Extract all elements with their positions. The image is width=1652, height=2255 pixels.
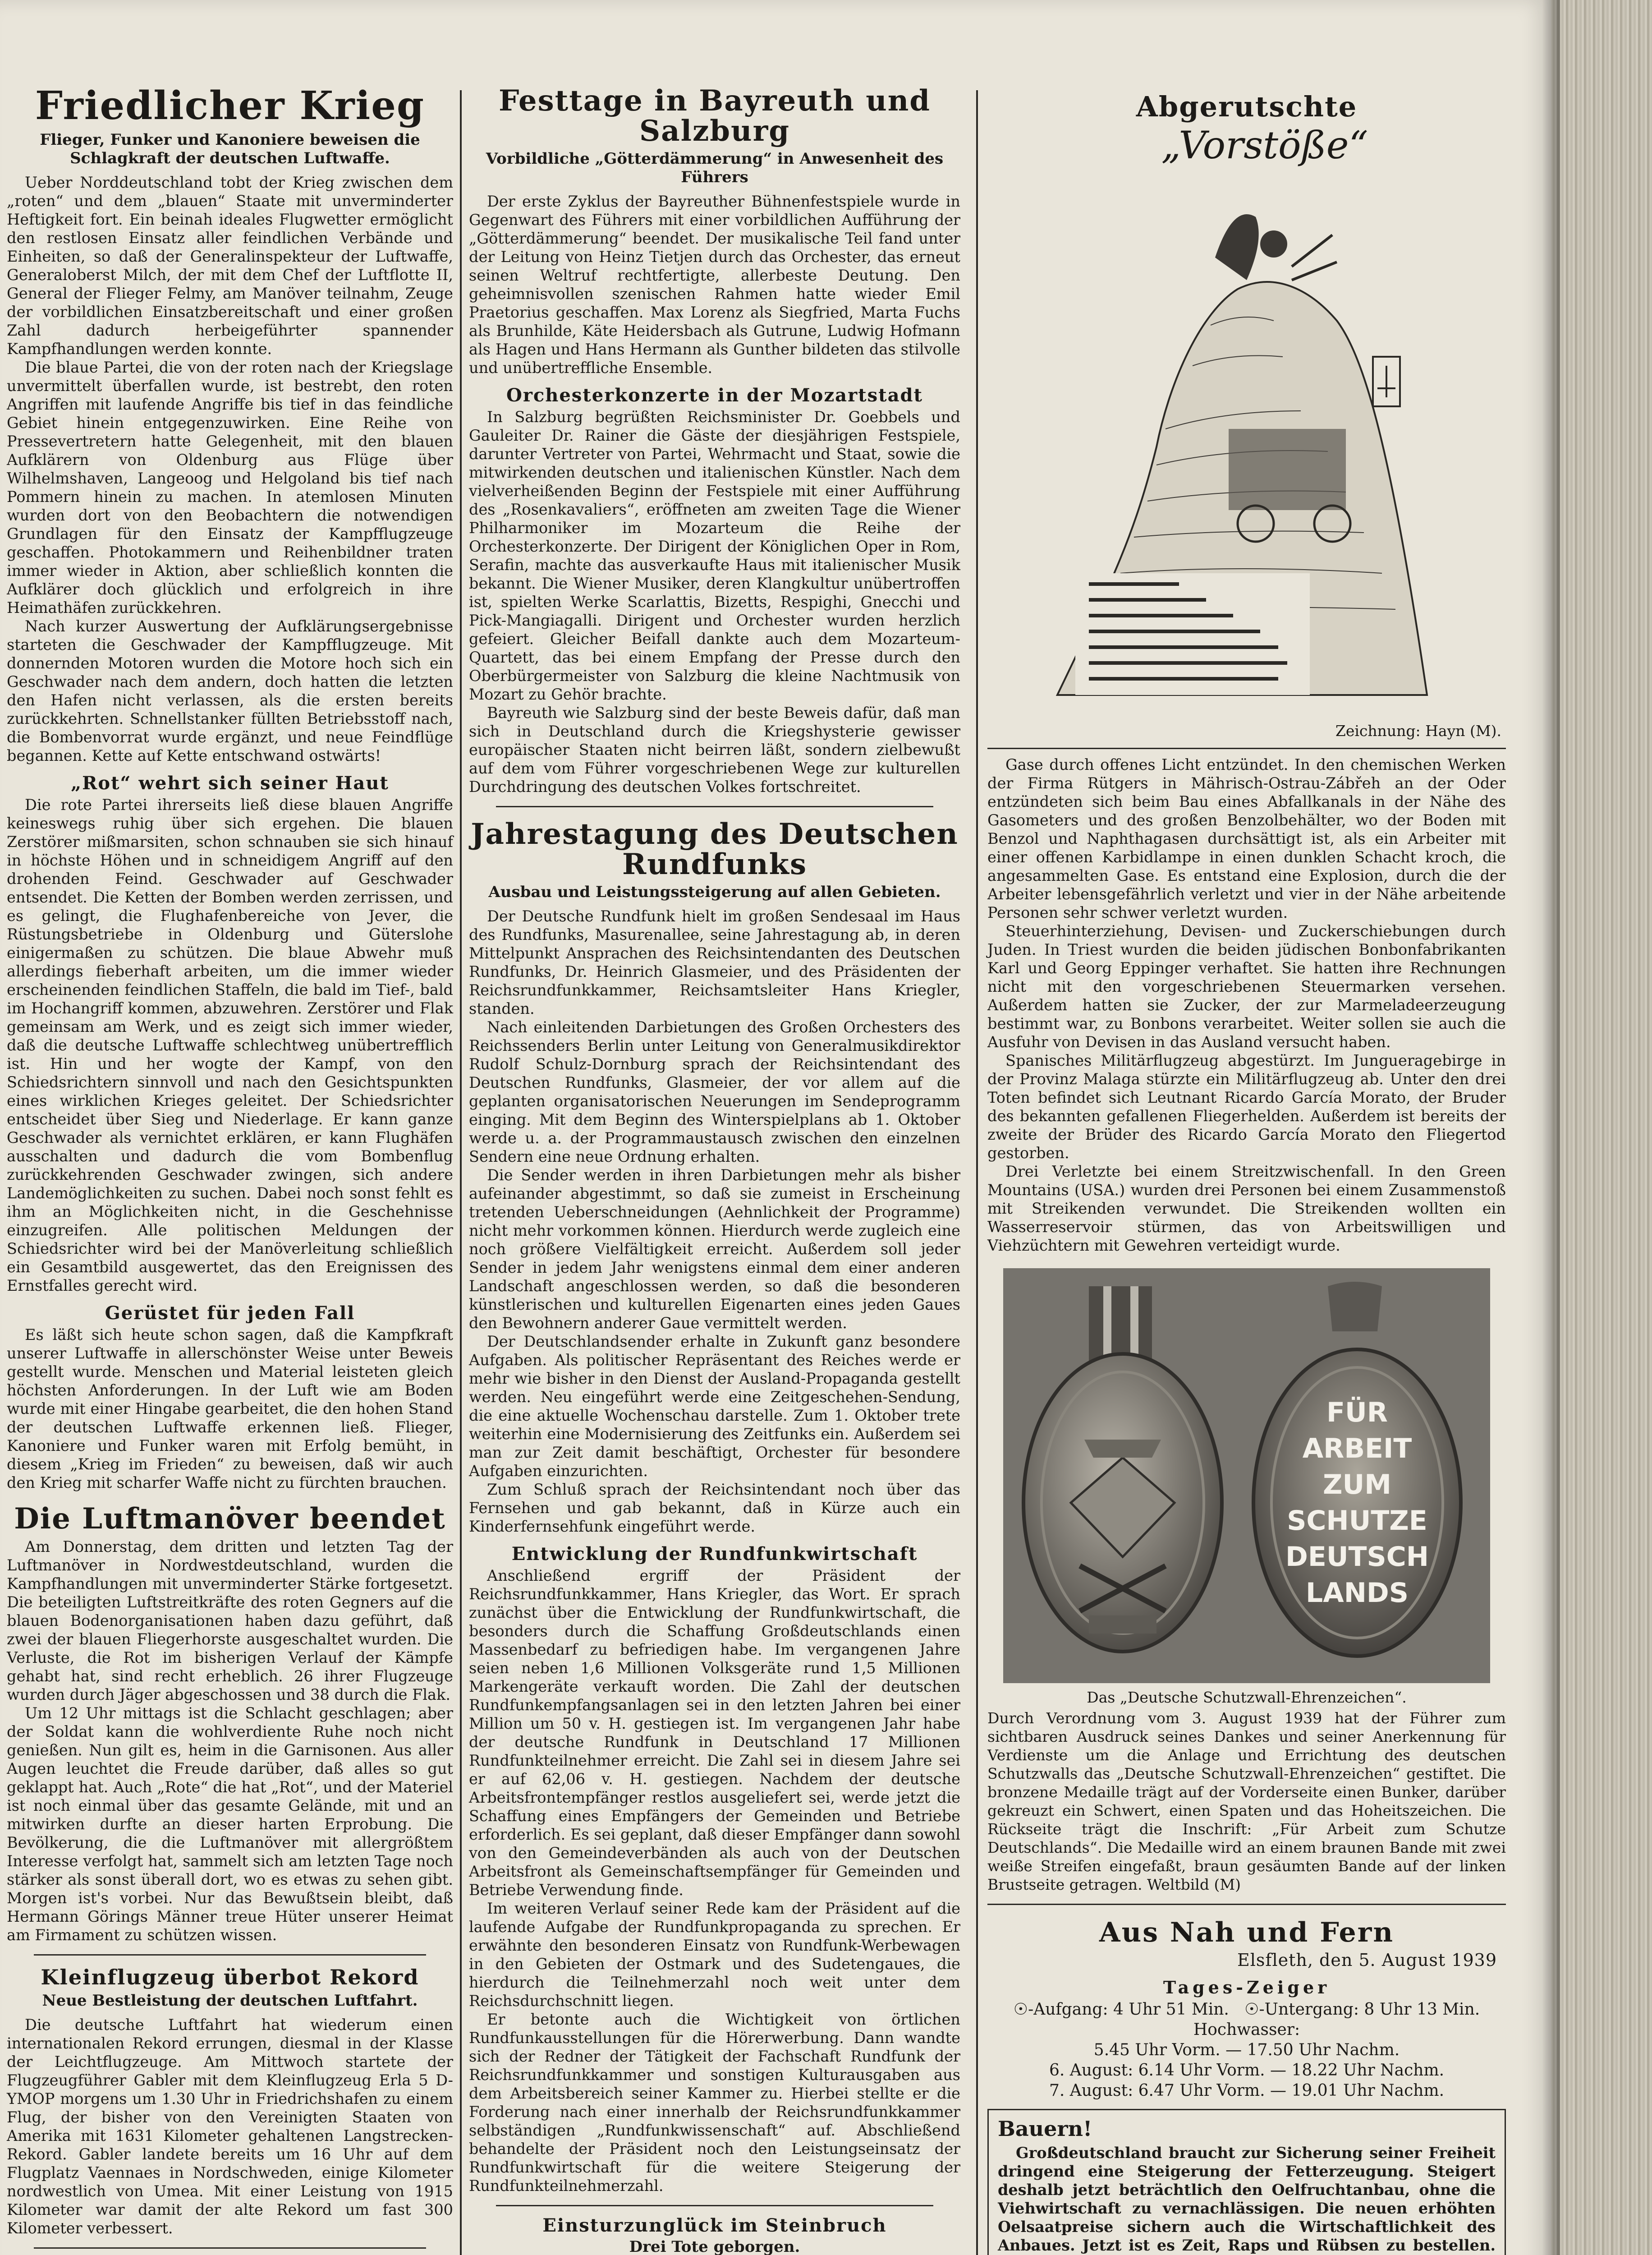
page-edge-shadow <box>1542 0 1560 2255</box>
dateline: Elsfleth, den 5. August 1939 <box>1237 1950 1497 1970</box>
article-paragraph: In Salzburg begrüßten Reichsminister Dr. Goebbels und Gauleiter Dr. Rainer die Gäste der diesjährigen Festspiele, darunter Vertreter von Partei, Wehrmacht und Staat, sowie die mitwirkenden deutschen und italienischen Künstler. Nach dem vielverheißenden Beginn der Festspiele mit einer Aufführung des „Rosenkavaliers“, eröffneten am zweiten Tage die Wiener Philharmoniker im Mozarteum die Reihe der Orchesterkonzerte. Der Dirigent der Königlichen Oper in Rom, Serafin, machte das ausverkaufte Haus mit italienischer Musik bekannt. Die Wiener Musiker, deren Klangkultur unübertroffen ist, spielten Werke Scarlattis, Bizetts, Respighi, Gnecchi und Pick-Mangiagalli. Dirigent und Orchester wurden herzlich gefeiert. Gleicher Beifall dankte auch dem Mozarteum-Quartett, das bei einem Empfang der Presse durch den Oberbürgermeister von Salzburg die kleine Nachtmusik von Mozart zu Gehör brachte. <box>469 408 960 703</box>
high-water-line: 6. August: 6.14 Uhr Vorm. — 18.22 Uhr Nachm. <box>1049 2061 1445 2080</box>
headline: Einsturzunglück im Steinbruch <box>542 2215 887 2237</box>
headline: Jahrestagung des Deutschen Rundfunks <box>471 817 959 882</box>
column-2 <box>469 86 960 2255</box>
news-paragraph: Drei Verletzte bei einem Streitzwischenfall. In den Green Mountains (USA.) wurden drei Personen bei einem Zusammenstoß mit Streikenden verwundet. Die Streikenden wollten ein Wasserreservoir stürmen, das von Arbeitswilligen und Viehzüchtern mit Gewehren verteidigt wurde. <box>987 1163 1506 1254</box>
deck: Neue Bestleistung der deutschen Luftfahrt. <box>42 1992 418 2010</box>
notice-box <box>987 2109 1506 2255</box>
divider <box>987 748 1506 749</box>
article-paragraph: Nach einleitenden Darbietungen des Großen Orchesters des Reichssenders Berlin unter Leitung von Generalmusikdirektor Rudolf Schulz-Dornburg sprach der Reichsintendant des Deutschen Rundfunks, Glasmeier, der vor allem auf die geplanten organisatorischen Neuerungen im Sendeprogramm einging. Mit dem Beginn des Winterspielplans ab 1. Oktober werde u. a. der Programmaustausch zwischen den einzelnen Sendern eine neue Ordnung erhalten. <box>469 1018 960 1166</box>
article-paragraph: Bayreuth wie Salzburg sind der beste Beweis dafür, daß man sich in Deutschland durch die Kriegshysterie gewisser europäischer Staaten nicht beirren läßt, sondern zielbewußt auf dem vom Führer vorgeschriebenen Wege zur kulturellen Durchdringung des deutschen Volkes fortschreitet. <box>469 704 960 796</box>
cartoon-script-title: „Vorstöße“ <box>1161 123 1368 167</box>
news-paragraph: Gase durch offenes Licht entzündet. In den chemischen Werken der Firma Rütgers in Mährisch-Ostrau-Zábřeh an der Oder entzündeten sich beim Bau eines Abfallkanals in der Nähe des Gasometers und des großen Benzolbehälter, wo der Boden mit Benzol und Naphthagasen durchsättigt ist, als ein Arbeiter mit einer offenen Karbidlampe in einen dunklen Schacht kroch, die angesammelten Gase. Es entstand eine Explosion, durch die der Arbeiter lebensgefährlich verletzt und vier in der Nähe arbeitende Personen sehr schwer verletzt wurden. <box>987 756 1506 921</box>
photo-caption: Durch Verordnung vom 3. August 1939 hat der Führer zum sichtbaren Ausdruck seines Dankes und seiner Anerkennung für Verdienste um die Anlage und Errichtung des deutschen Schutzwalls das „Deutsche Schutzwall-Ehrenzeichen“ gestiftet. Die bronzene Medaille trägt auf der Vorderseite einen Bunker, darüber gekreuzt ein Schwert, einen Spaten und das Hoheitszeichen. Die Rückseite trägt die Inschrift: „Für Arbeit zum Schutze Deutschlands“. Die Medaille wird an einem braunen Bande mit zwei weiße Streifen eingefaßt, braun gesäumten Bande auf der linken Brustseite getragen. Weltbild (M) <box>987 1709 1506 1893</box>
subheading: „Rot“ wehrt sich seiner Haut <box>71 772 389 794</box>
article-paragraph: Die blaue Partei, die von der roten nach der Kriegslage unvermittelt überfallen wurde, ist bestrebt, den roten Angriffen mit laufende Angriffe bis tief in das feindliche Gebiet hinein entgegenzuwirken. Eine Reihe von Pressevertretern hatte Gelegenheit, mit den blauen Aufklärern von Oldenburg aus Flüge über Wilhelmshaven, Langeoog und Helgoland bis tief nach Pommern hinein zu machen. In atemlosen Minuten wurden dort von den Beobachtern die notwendigen Grundlagen für den Einsatz der Kampfflugzeuge geschaffen. Photokammern und Reihenbildner traten immer wieder in Aktion, aber schließlich konnten die Aufklärer doch glücklich und erfolgreich in ihre Heimathäfen zurückkehren. <box>7 358 453 617</box>
article-paragraph: Er betonte auch die Wichtigkeit von örtlichen Rundfunkausstellungen für die Hörerwerbung. Dann wandte sich der Redner der Tätigkeit der Fachschaft Rundfunk der Reichsrundfunkkammer und sonstigen Kulturausgaben aus dem Arbeitsbereich seiner Kammer zu. Hierbei stellte er die Forderung nach einer innerhalb der Reichsrundfunkkammer selbständigen „Rundfunkwissenschaft“ auf. Abschließend behandelte der Präsident noch den Leistungseinsatz der Rundfunkwirtschaft für die weitere Steigerung der Rundfunkteilnehmerzahl. <box>469 2011 960 2195</box>
column-divider <box>976 90 978 2255</box>
article-paragraph: Der erste Zyklus der Bayreuther Bühnenfestspiele wurde in Gegenwart des Führers mit einer vorbildlichen Aufführung der „Götterdämmerung“ beendet. Der musikalische Teil fand unter der Leitung von Heinz Tietjen durch das Orchester, das erneut seinen Weltruf rechtfertigte, allerbeste Deutung. Den geheimnisvollen szenischen Rahmen hatte wieder Emil Praetorius geschaffen. Max Lorenz als Siegfried, Marta Fuchs als Brunhilde, Käte Heidersbach als Gutrune, Ludwig Hofmann als Hagen und Hans Hermann als Gunther bildeten das stilvolle und unübertreffliche Ensemble. <box>469 192 960 377</box>
tides-heading: Tages-Zeiger <box>1163 1977 1331 1997</box>
page-edge-stack <box>1551 0 1652 2255</box>
cartoon-drawing <box>1021 176 1472 718</box>
notice-label: Bauern! <box>998 2117 1092 2141</box>
article-paragraph: Ueber Norddeutschland tobt der Krieg zwischen dem „roten“ und dem „blauen“ Staate mit unverminderter Heftigkeit fort. Ein beinah ideales Flugwetter ermöglicht den restlosen Einsatz aller feindlichen Verbände und Einheiten, so daß der Generalinspekteur der Luftwaffe, Generaloberst Milch, der mit dem Chef der Luftflotte II, General der Flieger Felmy, am Manöver teilnahm, Zeuge der vorbildlichen Einsatzbereitschaft und einer großen Zahl dadurch herbeigeführter spannender Kampfhandlungen werden konnte. <box>7 173 453 358</box>
divider <box>496 2205 933 2206</box>
high-water-line: 7. August: 6.47 Uhr Vorm. — 19.01 Uhr Nachm. <box>1049 2081 1445 2100</box>
photo-caption-title: Das „Deutsche Schutzwall-Ehrenzeichen“. <box>1087 1689 1407 1706</box>
medal-inscription-line: FÜR <box>1326 1397 1388 1428</box>
medal-inscription-line: DEUTSCH <box>1285 1541 1429 1573</box>
medal-inscription-line: ARBEIT <box>1302 1433 1412 1464</box>
headline: Kleinflugzeug überbot Rekord <box>41 1965 419 1990</box>
headline-friedlicher-krieg: Friedlicher Krieg <box>35 83 425 129</box>
medal-image <box>1003 1268 1490 1683</box>
article-paragraph: Es läßt sich heute schon sagen, daß die Kampfkraft unserer Luftwaffe in allerschönster Weise unter Beweis gestellt wurde. Menschen und Material leisteten gleich höchsten Anforderungen. In der Luft wie am Boden wurde mit einer Hingabe gearbeitet, die den hohen Stand der deutschen Luftwaffe erkennen ließ. Flieger, Kanoniere und Funker waren mit Erfolg bemüht, in diesem „Krieg im Frieden“ zu beweisen, daß wir auch den Krieg mit scharfer Waffe nicht zu fürchten brauchen. <box>7 1325 453 1491</box>
headline: Die Luftmanöver beendet <box>14 1501 446 1536</box>
cartoon-credit: Zeichnung: Hayn (M). <box>1335 722 1501 740</box>
deck: Drei Tote geborgen. <box>629 2238 800 2255</box>
article-paragraph: Die Sender werden in ihren Darbietungen mehr als bisher aufeinander abgestimmt, so daß sie zumeist in Erscheinung tretenden Ueberschneidungen (Aehnlichkeit der Programme) nicht mehr vorkommen können. Hierdurch werde zugleich eine noch größere Vielfältigkeit erreicht. Außerdem soll jeder Sender in jedem Jahr wenigstens einmal dem einer anderen Landschaft angeschlossen werden, so daß die besonderen künstlerischen und kulturellen Eigenarten eines jeden Gaues den Bewohnern anderer Gaue vermittelt werden. <box>469 1166 960 1332</box>
article-paragraph: Um 12 Uhr mittags ist die Schlacht geschlagen; aber der Soldat kann die wohlverdiente Ruhe noch nicht genießen. Nun gilt es, heim in die Garnisonen. Aus aller Augen leuchtet die Freude darüber, daß alles so gut geklappt hat. Auch „Rote“ die hat „Rot“, und der Materiel ist noch einmal über das gesamte Gelände, mit und an mitwirken durfte an dieser harten Erprobung. Die Bevölkerung, die die Luftmanöver mit allergrößtem Interesse verfolgt hat, sammelt sich am letzten Tage noch stärker als sonst überall dort, wo es etwas zu sehen gibt. Morgen ist's vorbei. Nur das Bewußtsein bleibt, daß Hermann Görings Männer treue Hüter unserer Heimat am Firmament zu schützen wissen. <box>7 1704 453 1944</box>
high-water-line: 5.45 Uhr Vorm. — 17.50 Uhr Nachm. <box>1093 2041 1400 2059</box>
article-paragraph: Nach kurzer Auswertung der Aufklärungsergebnisse starteten die Geschwader der Kampfflugzeuge. Mit donnernden Motoren wurden die Motore hoch sich ein Geschwader nach dem andern, doch hatten die letzten den Hafen nicht verlassen, als die ersten bereits zurückkehrten. Schnellstanker füllten Betriebsstoff nach, die Bombenvorrat wurde ergänzt, und neue Feindflüge begannen. Kette auf Kette entschwand ostwärts! <box>7 617 453 764</box>
article-paragraph: Die deutsche Luftfahrt hat wiederum einen internationalen Rekord errungen, diesmal in der Klasse der Leichtflugzeuge. Am Mittwoch startete der Flugzeugführer Gabler mit dem Kleinflugzeug Erla 5 D-YMOP morgens um 1.30 Uhr in Friedrichshafen zu einem Flug, der bisher von den Vereinigten Staaten von Amerika mit 1631 Kilometer gehaltenen Langstrecken-Rekord. Gabler landete bereits um 16 Uhr auf dem Flugplatz Vaennaes in Nordschweden, einige Kilometer nordwestlich von Umea. Mit einer Leistung von 1915 Kilometer war damit der alte Rekord um fast 300 Kilometer verbessert. <box>7 2016 453 2237</box>
notice-text: Großdeutschland braucht zur Sicherung seiner Freiheit dringend eine Steigerung der Fetterzeugung. Steigert deshalb jetzt beträchtlich den Oelfruchtanbau, ohne die Viehwirtschaft zu vernachlässigen. Die neuen erhöhten Oelsaatpreise sichern auch die Wirtschaftlichkeit des Anbaues. Jetzt ist es Zeit, Raps und Rübsen zu bestellen. <box>998 2144 1496 2254</box>
headline: Festtage in Bayreuth und Salzburg <box>498 84 931 148</box>
medal-photo <box>1003 1268 1490 1683</box>
article-paragraph: Im weiteren Verlauf seiner Rede kam der Präsident auf die laufende Aufgabe der Rundfunkpropaganda zu sprechen. Er erwähnte den besonderen Einsatz von Rundfunk-Werbewagen in den Gebieten der Ostmark und des Sudetengaues, die hierdurch die Teilnehmerzahl noch weit unter dem Reichsdurchschnitt liegen. <box>469 1900 960 2010</box>
cartoon-title: Abgerutschte <box>1136 90 1358 123</box>
subheading: Gerüstet für jeden Fall <box>105 1302 355 1324</box>
divider <box>496 806 933 807</box>
subheading: Orchesterkonzerte in der Mozartstadt <box>506 384 923 406</box>
column-divider <box>460 90 462 2255</box>
subheading: Entwicklung der Rundfunkwirtschaft <box>511 1543 918 1565</box>
column-1 <box>7 83 453 2255</box>
high-water-heading: Hochwasser: <box>1193 2020 1300 2039</box>
cartoon-illustration <box>1021 176 1472 718</box>
column-3 <box>987 86 1506 2255</box>
news-paragraph: Steuerhinterziehung, Devisen- und Zuckerschiebungen durch Juden. In Triest wurden die beiden jüdischen Bonbonfabrikanten Karl und Georg Eppinger verhaftet. Sie hatten ihre Rechnungen nicht mit den vorgeschriebenen Steuermarken versehen. Außerdem hatten sie Zucker, der zur Marmeladeerzeugung bestimmt war, zu Bonbons verarbeitet. Weiter sollen sie auch die Ausfuhr von Devisen in das Ausland versucht haben. <box>987 922 1506 1051</box>
medal-inscription-line: SCHUTZE <box>1287 1505 1427 1537</box>
deck: Ausbau und Leistungssteigerung auf allen Gebieten. <box>488 883 941 902</box>
deck: Vorbildliche „Götterdämmerung“ in Anwesenheit des Führers <box>486 150 944 187</box>
divider <box>34 1954 426 1956</box>
section-title: Aus Nah und Fern <box>1099 1917 1394 1948</box>
news-paragraph: Spanisches Militärflugzeug abgestürzt. Im Jungueragebirge in der Provinz Malaga stürzte ein Militärflugzeug ab. Unter den drei Toten befindet sich Leutnant Ricardo García Morato, der Bruder des bekannten gefallenen Fliegerhelden. Außerdem ist bereits der zweite der Brüder des Ricardo García Morato den Fliegertod gestorben. <box>987 1052 1506 1162</box>
article-paragraph: Am Donnerstag, dem dritten und letzten Tag der Luftmanöver in Nordwestdeutschland, wurden die Kampfhandlungen mit unverminderter Stärke fortgesetzt. Die beteiligten Luftstreitkräfte des roten Gegners auf die blauen Bodenorganisationen haben dazu geführt, daß zwei der blauen Fliegerhorste ausgeschaltet wurden. Die Verluste, die Rot im bisherigen Verlauf der Kämpfe gehabt hat, sind recht erheblich. 26 ihrer Flugzeuge wurden durch Jäger abgeschossen und 38 durch die Flak. <box>7 1538 453 1704</box>
sun-times: ☉-Aufgang: 4 Uhr 51 Min. ☉-Untergang: 8 Uhr 13 Min. <box>1013 2000 1480 2019</box>
article-paragraph: Zum Schluß sprach der Reichsintendant noch über das Fernsehen und gab bekannt, daß in Kürze auch ein Kinderfernsehfunk eingeführt werde. <box>469 1481 960 1536</box>
article-paragraph: Der Deutschlandsender erhalte in Zukunft ganz besondere Aufgaben. Als politischer Repräsentant des Reiches werde er mehr wie bisher in den Dienst der Ausland-Propaganda gestellt werden. Neu eingeführt werde eine Zeitgeschehen-Sendung, die eine aktuelle Wochenschau darstelle. Zum 1. Oktober trete weiterhin eine Modernisierung des Zeitfunks ein. Außerdem sei man zur Zeit damit beschäftigt, Orchester für besondere Aufgaben einzurichten. <box>469 1333 960 1480</box>
deck: Flieger, Funker und Kanoniere beweisen die Schlagkraft der deutschen Luftwaffe. <box>40 131 420 168</box>
divider <box>987 1904 1506 1905</box>
article-paragraph: Der Deutsche Rundfunk hielt im großen Sendesaal im Haus des Rundfunks, Masurenallee, seine Jahrestagung ab, in deren Mittelpunkt Ansprachen des Reichsintendanten des Deutschen Rundfunks, Dr. Heinrich Glasmeier, und des Präsidenten der Reichsrundfunkkammer, Reichsamtsleiter Hans Kriegler, standen. <box>469 907 960 1018</box>
article-paragraph: Anschließend ergriff der Präsident der Reichsrundfunkkammer, Hans Kriegler, das Wort. Er sprach zunächst über die Entwicklung der Rundfunkwirtschaft, die besonders durch die Schaffung Großdeutschlands einen Massenbedarf zu befriedigen habe. Im vergangenen Jahre seien neben 1,6 Millionen Volksgeräte rund 1,5 Millionen Markengeräte verkauft worden. Die Zahl der deutschen Rundfunkempfangsanlagen sei in den letzten Jahren bei einer Million um 50 v. H. gestiegen ist. Im vergangenen Jahr habe der deutsche Rundfunk in Deutschland 17 Millionen Rundfunkteilnehmer erreicht. Die Zahl sei in diesem Jahre sei er auf 62,06 v. H. gestiegen. Nachdem der deutsche Arbeitsfrontempfänger restlos ausgeliefert sei, werde jetzt die Schaffung eines Empfängers der Gemeinden und Betriebe erforderlich. Es sei geplant, daß dieser Empfänger dann sowohl von den Gemeindeverbänden als auch von der Deutschen Arbeitsfront als Gemeinschaftsempfänger für Gemeinden und Betriebe Verwendung finde. <box>469 1567 960 1899</box>
divider <box>34 2247 426 2249</box>
article-paragraph: Die rote Partei ihrerseits ließ diese blauen Angriffe keineswegs ruhig über sich ergehen. Die blauen Zerstörer mißmarsiten, schon schnauben sie sich hinauf in höchste Höhen und in schneidigem Angriff auf den drohenden Feind. Geschwader auf Geschwader entsendet. Die Ketten der Bomben werden zerrissen, und es gelingt, die Flughafenbereiche von Jever, die Rüstungsbetriebe in Oldenburg und Güterslohe einigermaßen zu schützen. Die blaue Abwehr muß allerdings fieberhaft arbeiten, um die immer wieder erscheinenden feindlichen Staffeln, die bald im Tief-, bald im Hochangriff kommen, abzuwehren. Zerstörer und Flak gemeinsam am Werk, und es zeigt sich immer wieder, daß die deutsche Luftwaffe schlechtweg unübertrefflich ist. Hin und her wogte der Kampf, von den Schiedsrichtern sinnvoll und nach den Gesichtspunkten eines wirklichen Krieges geleitet. Der Schiedsrichter entscheidet über Sieg und Niederlage. Er kann ganze Geschwader als vernichtet erklären, er kann Flughäfen ausschalten und dadurch die vom Bombenflug zurückkehrenden Geschwader zwingen, sich andere Landemöglichkeiten zu suchen. Dabei noch sonst fehlt es ihm an Möglichkeiten nicht, in die Geschehnisse einzugreifen. Alle politischen Meldungen der Schiedsrichter wird bei der Manöverleitung schließlich ein Gesamtbild ausgewertet, das den Ereignissen des Ernstfalles gerecht wird. <box>7 796 453 1294</box>
medal-inscription-line: ZUM <box>1323 1469 1391 1500</box>
medal-inscription-line: LANDS <box>1306 1577 1409 1609</box>
